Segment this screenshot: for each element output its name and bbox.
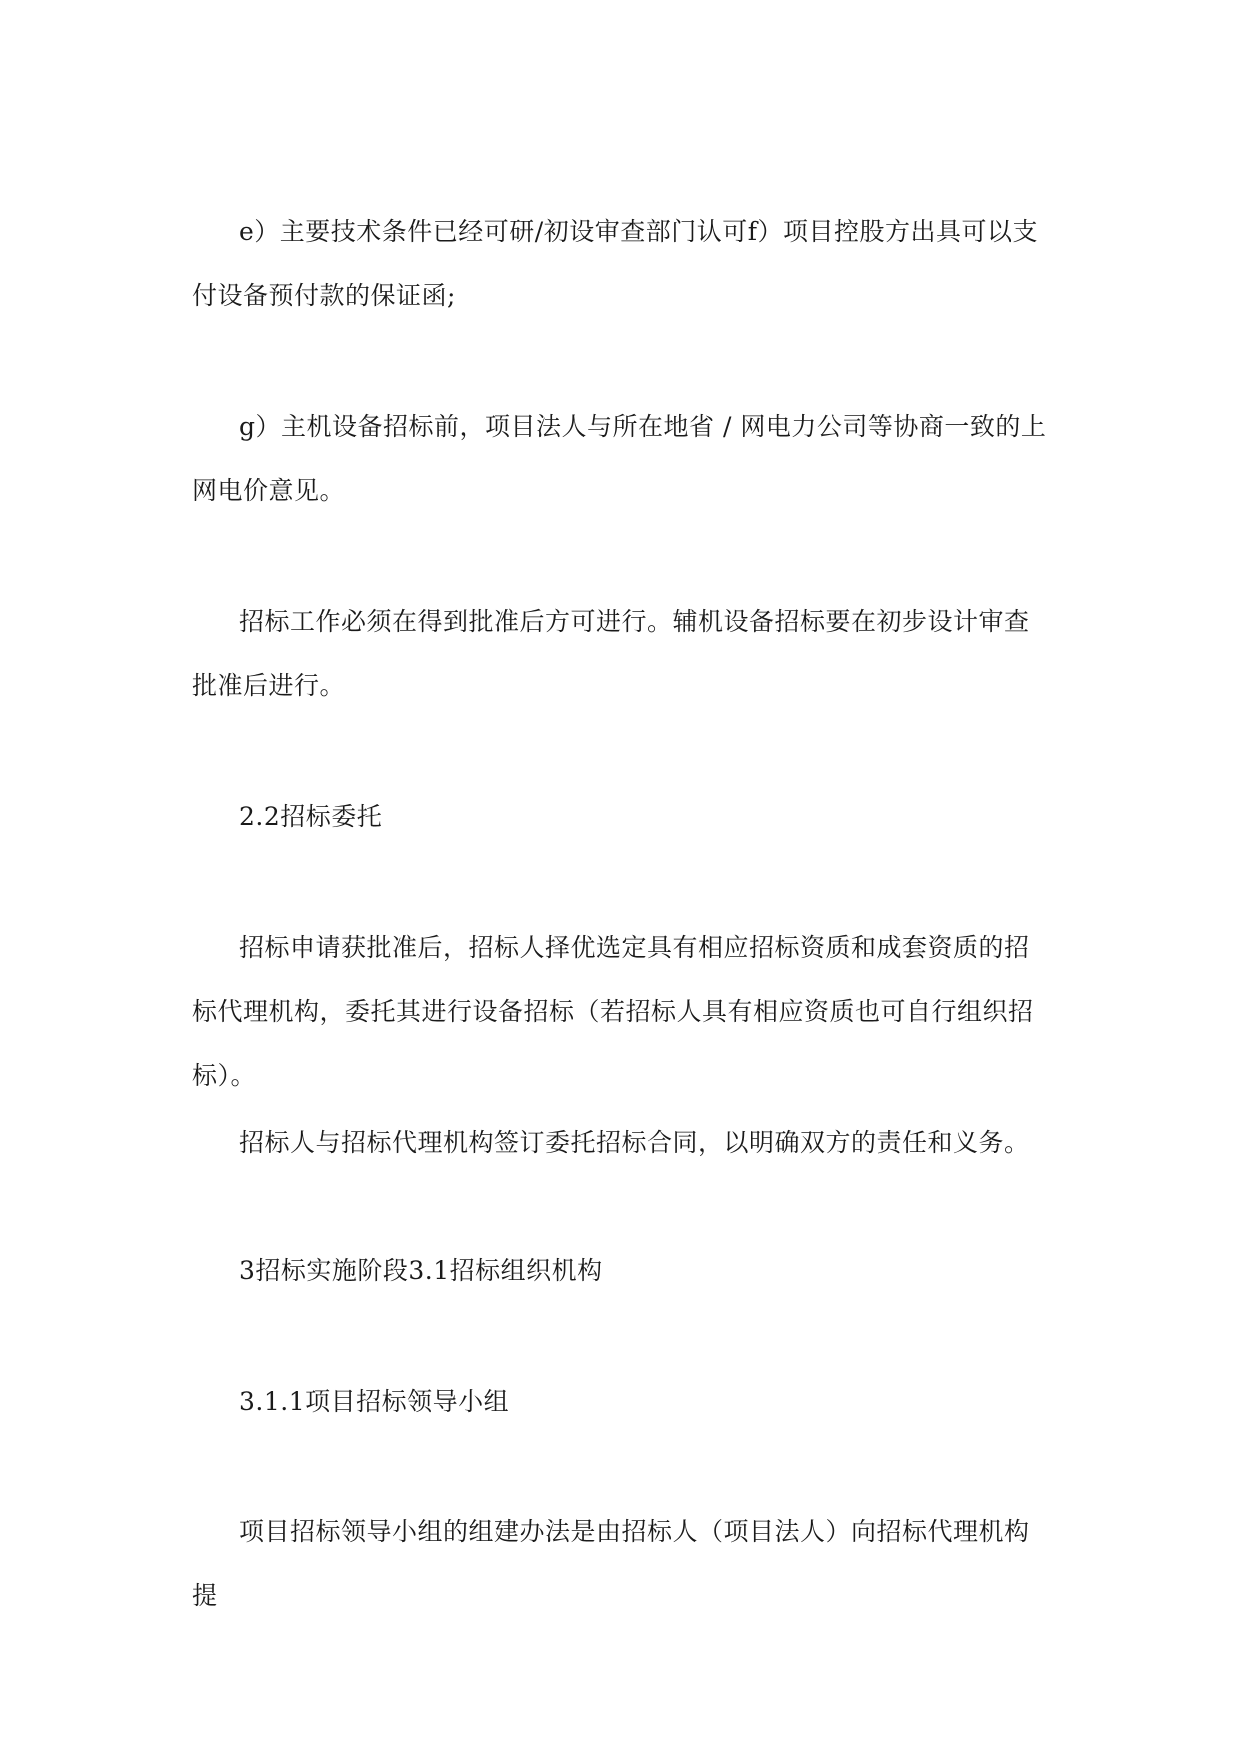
paragraph-approval-requirement: 招标工作必须在得到批准后方可进行。辅机设备招标要在初步设计审查批准后进行。 xyxy=(192,607,1030,700)
paragraph-leadership-group-formation: 项目招标领导小组的组建办法是由招标人（项目法人）向招标代理机构提 xyxy=(192,1517,1030,1610)
paragraph-technical-conditions: e）主要技术条件已经可研/初设审查部门认可f）项目控股方出具可以支付设备预付款的保证函; xyxy=(192,217,1038,310)
paragraph-agency-selection: 招标申请获批准后，招标人择优选定具有相应招标资质和成套资质的招标代理机构，委托其进行设备招标（若招标人具有相应资质也可自行组织招标）。 xyxy=(192,933,1034,1090)
paragraph-grid-price-opinion: g）主机设备招标前，项目法人与所在地省 / 网电力公司等协商一致的上网电价意见。 xyxy=(192,412,1047,505)
section-heading-implementation-stage: 3招标实施阶段3.1招标组织机构 xyxy=(239,1256,603,1285)
section-heading-leadership-group: 3.1.1项目招标领导小组 xyxy=(239,1387,510,1416)
section-heading-tender-commission: 2.2招标委托 xyxy=(239,802,383,831)
paragraph-commission-contract: 招标人与招标代理机构签订委托招标合同，以明确双方的责任和义务。 xyxy=(239,1128,1030,1157)
